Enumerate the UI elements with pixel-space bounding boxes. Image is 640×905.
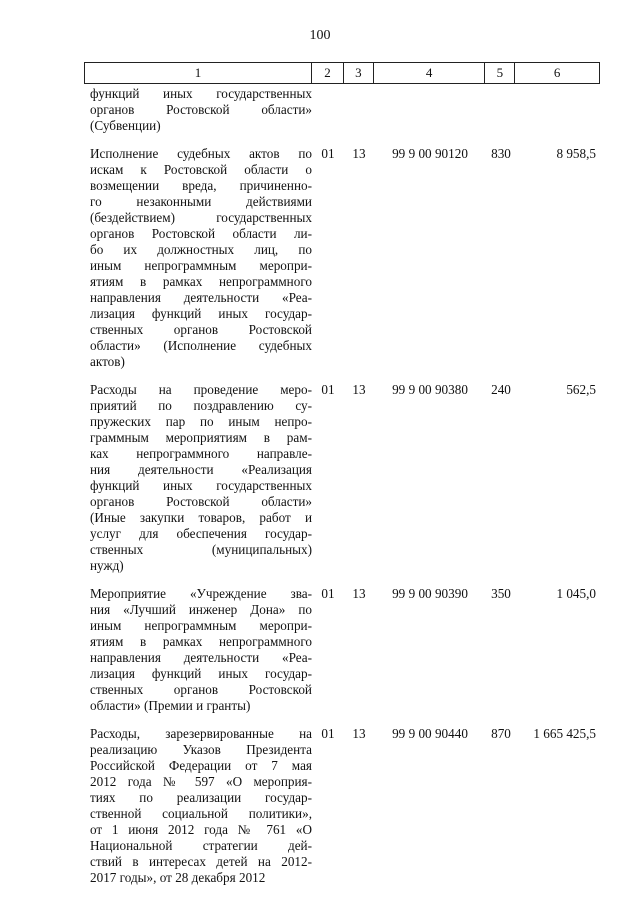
target-article: 99 9 00 90120 [392, 146, 468, 161]
table-row [84, 382, 600, 574]
table-row [84, 146, 600, 370]
row-description [84, 726, 312, 886]
description-line: граммным мероприятиям в рам- [90, 430, 312, 445]
description-line: 2012 года № 597 «О мероприя- [90, 774, 312, 789]
section-code: 01 [321, 146, 335, 161]
section-code [312, 86, 344, 134]
target-article: 99 9 00 90380 [392, 382, 468, 397]
table-body [84, 86, 600, 898]
description-line: ния «Лучший инженер Дона» по [90, 602, 312, 617]
description-line: органов Ростовской области» [90, 494, 312, 509]
description-line: (бездействием) государственных [90, 210, 312, 225]
section-code: 01 [321, 382, 335, 397]
description-line: ятиям в рамках непрограммного [90, 274, 312, 289]
table-header [84, 62, 600, 84]
description-line: области» (Премии и гранты) [90, 698, 251, 713]
subsection-code: 13 [352, 382, 366, 397]
description-line: ственной социальной политики», [90, 806, 312, 821]
header-cell-3: 3 [344, 63, 374, 83]
expense-type: 350 [491, 586, 511, 601]
description-line: Исполнение судебных актов по [90, 146, 312, 161]
expense-type: 870 [491, 726, 511, 741]
description-line: Расходы на проведение меро- [90, 382, 312, 397]
description-line: органов Ростовской области ли- [90, 226, 312, 241]
expense-type: 830 [491, 146, 511, 161]
description-line: пружеских пар по иным непро- [90, 414, 312, 429]
subsection-code [344, 86, 374, 134]
expense-type [486, 86, 516, 134]
description-line: органов Ростовской области» [90, 102, 312, 117]
description-line: лизация функций иных государ- [90, 666, 312, 681]
description-line: тиях по реализации государ- [90, 790, 312, 805]
description-line: (Иные закупки товаров, работ и [90, 510, 312, 525]
subsection-code: 13 [352, 726, 366, 741]
description-line: искам к Ростовской области о [90, 162, 312, 177]
description-line: функций иных государственных [90, 86, 312, 101]
amount [516, 86, 600, 134]
description-line: ятиям в рамках непрограммного [90, 634, 312, 649]
description-line: актов) [90, 354, 125, 369]
description-line: (Субвенции) [90, 118, 161, 133]
subsection-code: 13 [352, 146, 366, 161]
section-code: 01 [321, 726, 335, 741]
description-line: иным непрограммным меропри- [90, 618, 312, 633]
header-cell-6: 6 [553, 65, 561, 80]
description-line: услуг для обеспечения государ- [90, 526, 312, 541]
description-line: ния деятельности «Реализация [90, 462, 312, 477]
description-line: Национальной стратегии дей- [90, 838, 312, 853]
expense-type: 240 [491, 382, 511, 397]
description-line: 2017 годы», от 28 декабря 2012 [90, 870, 266, 885]
amount: 1 665 425,5 [533, 726, 596, 741]
amount: 1 045,0 [556, 586, 596, 601]
description-line: направления деятельности «Реа- [90, 650, 312, 665]
header-cell-5: 5 [485, 63, 515, 83]
description-line: лизация функций иных государ- [90, 306, 312, 321]
subsection-code: 13 [352, 586, 366, 601]
description-line: го незаконными действиями [90, 194, 312, 209]
row-description [84, 146, 312, 370]
target-article [374, 86, 486, 134]
description-line: нужд) [90, 558, 124, 573]
description-line: иным непрограммным меропри- [90, 258, 312, 273]
description-line: функций иных государственных [90, 478, 312, 493]
row-description [84, 86, 312, 134]
description-line: Расходы, зарезервированные на [90, 726, 312, 741]
description-line: ствий в интересах детей на 2012- [90, 854, 312, 869]
header-cell-2: 2 [312, 63, 344, 83]
description-line: направления деятельности «Реа- [90, 290, 312, 305]
amount: 562,5 [566, 382, 596, 397]
row-description [84, 586, 312, 714]
description-line: возмещении вреда, причиненно- [90, 178, 312, 193]
header-cell-1: 1 [85, 63, 312, 83]
target-article: 99 9 00 90390 [392, 586, 468, 601]
description-line: ственных органов Ростовской [90, 682, 312, 697]
header-cell-4: 4 [374, 63, 486, 83]
description-line: ственных (муниципальных) [90, 542, 312, 557]
amount: 8 958,5 [556, 146, 596, 161]
description-line: ках непрограммного направле- [90, 446, 312, 461]
description-line: бо их должностных лиц, по [90, 242, 312, 257]
table-row [84, 726, 600, 886]
description-line: Российской Федерации от 7 мая [90, 758, 312, 773]
section-code: 01 [321, 586, 335, 601]
description-line: приятий по поздравлению су- [90, 398, 312, 413]
description-line: от 1 июня 2012 года № 761 «О [90, 822, 312, 837]
page-number: 100 [309, 28, 331, 43]
row-description [84, 382, 312, 574]
table-row [84, 86, 600, 134]
table-row [84, 586, 600, 714]
description-line: Мероприятие «Учреждение зва- [90, 586, 312, 601]
target-article: 99 9 00 90440 [392, 726, 468, 741]
description-line: области» (Исполнение судебных [90, 338, 312, 353]
description-line: реализацию Указов Президента [90, 742, 312, 757]
description-line: ственных органов Ростовской [90, 322, 312, 337]
